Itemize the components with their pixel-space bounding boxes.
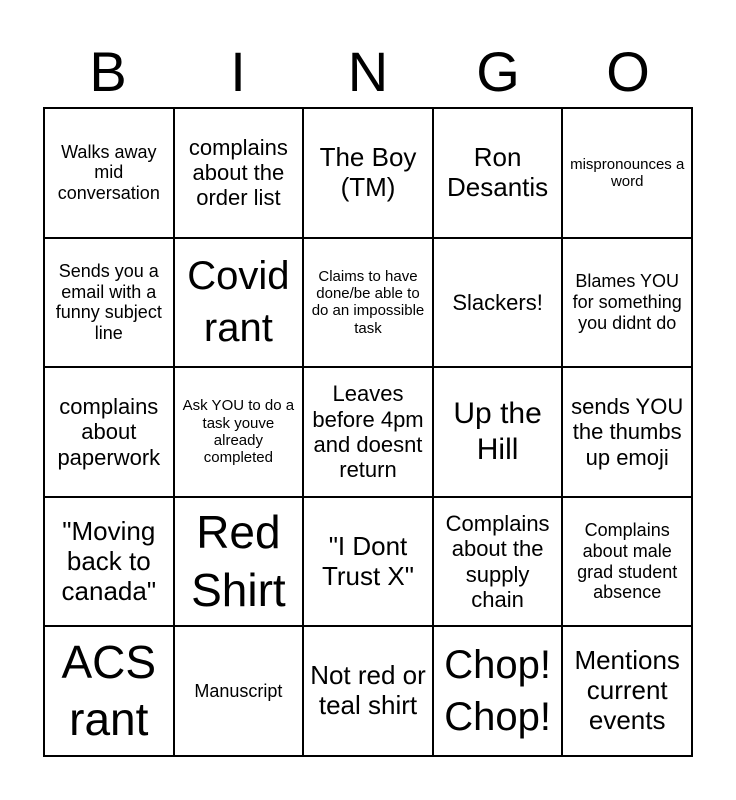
bingo-cell[interactable]: Chop! Chop!: [433, 626, 563, 756]
bingo-cell[interactable]: complains about paperwork: [44, 367, 174, 497]
header-letter-n: N: [347, 40, 389, 103]
bingo-cell[interactable]: Mentions current events: [562, 626, 692, 756]
bingo-cell[interactable]: Red Shirt: [174, 497, 304, 627]
bingo-cell[interactable]: Up the Hill: [433, 367, 563, 497]
header-letter-b: B: [89, 40, 127, 103]
bingo-cell[interactable]: Not red or teal shirt: [303, 626, 433, 756]
bingo-cell[interactable]: Ron Desantis: [433, 108, 563, 238]
bingo-cell[interactable]: sends YOU the thumbs up emoji: [562, 367, 692, 497]
bingo-cell[interactable]: Leaves before 4pm and doesnt return: [303, 367, 433, 497]
bingo-cell[interactable]: Complains about male grad student absence: [562, 497, 692, 627]
bingo-cell[interactable]: "I Dont Trust X": [303, 497, 433, 627]
bingo-cell[interactable]: Complains about the supply chain: [433, 497, 563, 627]
bingo-cell[interactable]: The Boy (TM): [303, 108, 433, 238]
bingo-board: [43, 107, 693, 757]
bingo-cell[interactable]: Sends you a email with a funny subject line: [44, 238, 174, 368]
bingo-cell[interactable]: Claims to have done/be able to do an impossible task: [303, 238, 433, 368]
header-letter-o: O: [606, 40, 650, 103]
bingo-cell[interactable]: Covid rant: [174, 238, 304, 368]
header-letter-i: I: [230, 40, 246, 103]
bingo-cell[interactable]: Ask YOU to do a task youve already completed: [174, 367, 304, 497]
bingo-cell[interactable]: complains about the order list: [174, 108, 304, 238]
bingo-header: [43, 36, 693, 108]
bingo-cell[interactable]: "Moving back to canada": [44, 497, 174, 627]
header-letter-g: G: [476, 40, 520, 103]
bingo-cell[interactable]: Walks away mid conversation: [44, 108, 174, 238]
bingo-cell[interactable]: ACS rant: [44, 626, 174, 756]
bingo-cell[interactable]: Manuscript: [174, 626, 304, 756]
bingo-cell[interactable]: Slackers!: [433, 238, 563, 368]
bingo-cell[interactable]: mispronounces a word: [562, 108, 692, 238]
bingo-cell[interactable]: Blames YOU for something you didnt do: [562, 238, 692, 368]
